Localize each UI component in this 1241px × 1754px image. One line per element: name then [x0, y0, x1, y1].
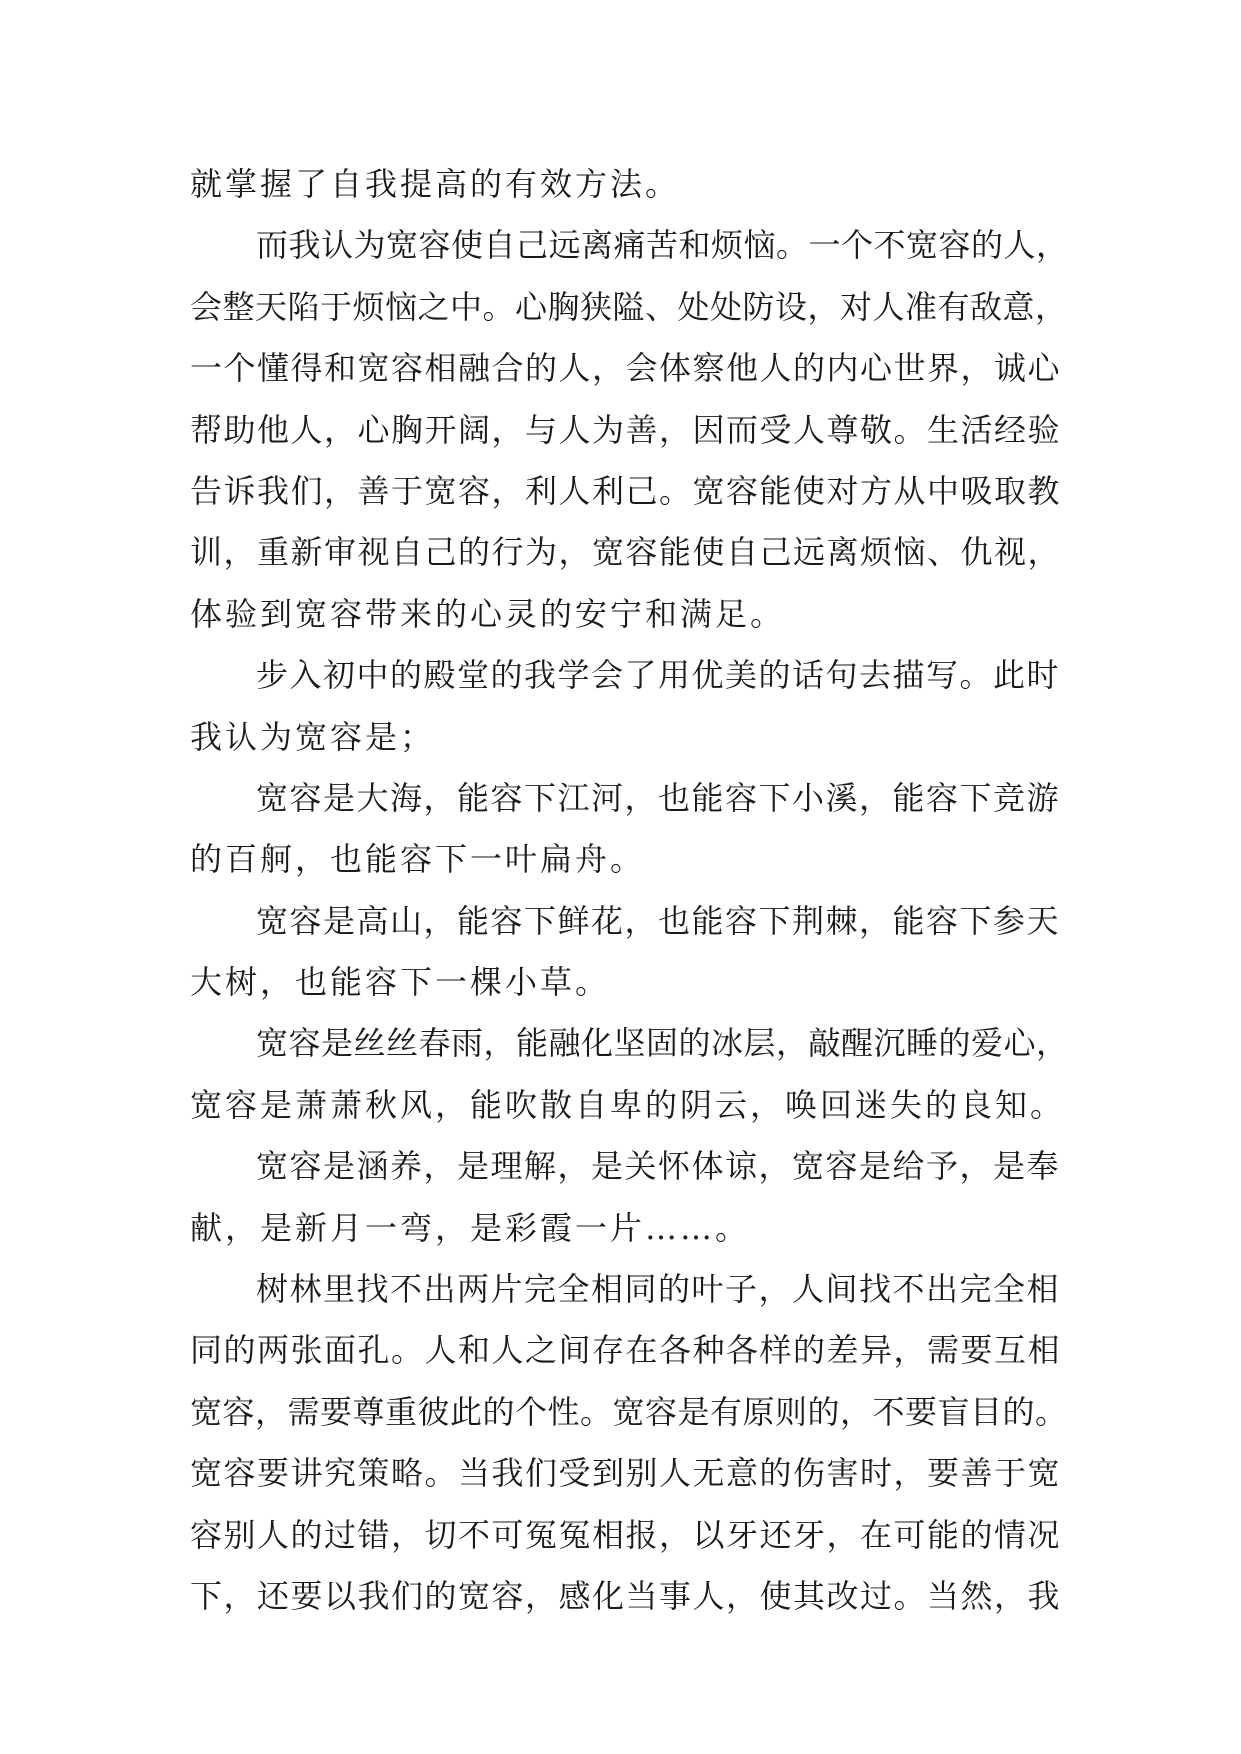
text-line: 宽容是涵养，是理解，是关怀体谅，宽容是给予，是奉: [256, 1147, 1061, 1186]
text-line: 献，是新月一弯，是彩霞一片……。: [190, 1208, 751, 1247]
text-line: 容别人的过错，切不可冤冤相报，以牙还牙，在可能的情况: [190, 1515, 1062, 1554]
text-line: 我认为宽容是；: [190, 717, 436, 756]
text-line: 一个懂得和宽容相融合的人，会体察他人的内心世界，诚心: [190, 349, 1062, 388]
text-line: 宽容是高山，能容下鲜花，也能容下荆棘，能容下参天: [256, 901, 1061, 940]
text-line: 告诉我们，善于宽容，利人利己。宽容能使对方从中吸取教: [190, 471, 1062, 510]
document-body-text: [190, 154, 1070, 1627]
text-line: 同的两张面孔。人和人之间存在各种各样的差异，需要互相: [190, 1331, 1062, 1370]
text-line: 会整天陷于烦恼之中。心胸狭隘、处处防设，对人准有敌意，: [190, 287, 1068, 326]
text-line: 大树，也能容下一棵小草。: [190, 963, 611, 1002]
text-line: 宽容是大海，能容下江河，也能容下小溪，能容下竞游: [256, 778, 1061, 817]
text-line: 宽容要讲究策略。当我们受到别人无意的伤害时，要善于宽: [190, 1454, 1062, 1493]
text-line: 就掌握了自我提高的有效方法。: [190, 165, 681, 203]
text-line: 帮助他人，心胸开阔，与人为善，因而受人尊敬。生活经验: [190, 410, 1062, 449]
text-line: 宽容是丝丝春雨，能融化坚固的冰层，敲醒沉睡的爱心，: [256, 1024, 1069, 1063]
text-line: 而我认为宽容使自己远离痛苦和烦恼。一个不宽容的人，: [256, 226, 1069, 265]
text-line: 体验到宽容带来的心灵的安宁和满足。: [190, 594, 786, 633]
text-line: 树林里找不出两片完全相同的叶子，人间找不出完全相: [256, 1270, 1061, 1309]
text-line: 宽容，需要尊重彼此的个性。宽容是有原则的，不要盲目的。: [190, 1392, 1068, 1431]
text-line: 训，重新审视自己的行为，宽容能使自己远离烦恼、仇视，: [190, 533, 1062, 572]
text-line: 的百舸，也能容下一叶扁舟。: [190, 840, 646, 879]
text-line: 宽容是萧萧秋风，能吹散自卑的阴云，唤回迷失的良知。: [190, 1085, 1066, 1124]
text-line: 步入初中的殿堂的我学会了用优美的话句去描写。此时: [256, 656, 1061, 695]
text-line: 下，还要以我们的宽容，感化当事人，使其改过。当然，我: [190, 1576, 1062, 1615]
